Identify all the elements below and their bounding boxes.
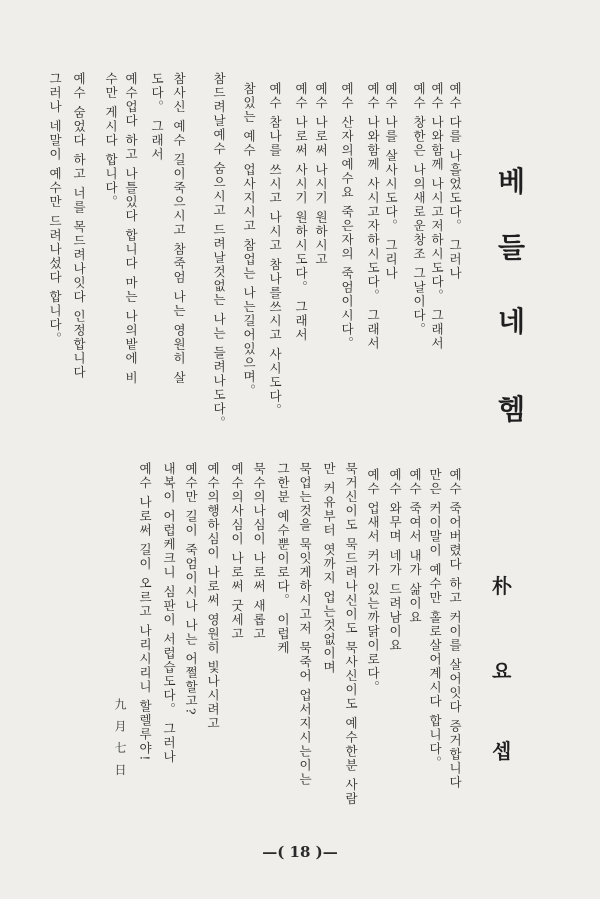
lower-column: 묵거신이도 묵드려나신이도 묵사신이도 예수한분 사람 [343,462,359,806]
lower-column: 예수 죽어버렸다 하고 커이를 살어잇다 증거합니다 [447,468,463,790]
lower-column: 예수 와무며 네가 드려남이요 [387,468,403,653]
upper-column: 예수 나와함께 사시고자하시도다。 그래서 [365,82,381,351]
title-char: 헴 [498,393,526,426]
upper-column: 수만 게시다 합니다。 [103,72,119,209]
date: 九 月 七 日 [113,698,127,779]
upper-column: 예수 산자의예수요 죽은자의 죽엄이시다。 [339,82,355,351]
upper-column: 예수 창한은 나의새로운창조 그날이다。 [411,82,427,337]
upper-column: 예수 다를 나흘었도다。 그러나 [447,82,463,281]
title-char: 들 [498,231,526,264]
lower-column: 예수 나로써 길이 오르고 나리시리니 할렐루야! [137,462,153,762]
lower-column: 묵수의나심이 나로써 새롭고 [251,462,267,641]
upper-column: 예수 나로써 사시기 원하시도다。 그래서 [293,82,309,342]
lower-column: 예수의행하심이 나로써 영원히 빛나시려고 [205,462,221,731]
author-char: 셉 [492,739,512,763]
upper-column: 예수 나를 살사시도다。 그리나 [383,82,399,281]
page-number: —( 18 )— [262,843,338,861]
title-char: 베 [498,165,526,198]
lower-column: 예수 죽여서 내가 삶이요 [407,468,423,625]
upper-column: 예수 나로써 나시기 원하시고 [313,82,329,267]
lower-column: 예수만 길이 죽엄이시나 나는 어쩔할고? [183,462,199,717]
lower-column: 예수 업새서 커가 있는까닭이로다。 [365,468,381,695]
lower-column: 만은 커이말이 예수만 홀로살어계시다 합니다。 [427,468,443,770]
upper-column: 예수 참나를 쓰시고 나시고 참나를쓰시고 사시도다。 [267,82,283,418]
upper-column: 참드려날예수 숨으시고 드려날것없는 나는 들려나도다。 [211,72,227,430]
author-char: 요 [492,659,512,683]
upper-column: 참있는 예수 업사지시고 참업는 나는길어있으며。 [241,82,257,398]
upper-column: 예수 숨었다 하고 너를 목드려나잇다 인정합니다 [71,72,87,380]
lower-column: 묵업는것을 묵잇게하시고저 묵죽어 업서지시는이는 [297,462,313,787]
lower-column: 그한분 예수뿐이로다。 이럽케 [275,462,291,655]
author-char: 朴 [492,574,512,598]
upper-column: 그러나 네말이 예수만 드려나섰다 합니다。 [47,72,63,346]
upper-column: 도다。 그래서 [149,72,165,162]
upper-column: 예수 나와함께 나시고저하시도다。 그래서 [429,82,445,351]
lower-column: 내복이 어럽케크니 심판이 서럽습도다。 그러나 [161,462,177,764]
lower-column: 만 커유부터 엿까지 업는것없이며 [321,462,337,675]
lower-column: 예수의사심이 나로써 굿세고 [229,462,245,641]
upper-column: 참사신 예수 길이죽으시고 참죽엄 나는 영원히 살 [171,72,187,385]
title-char: 네 [498,305,526,338]
upper-column: 예수업다 하고 나틀있다 합니다 마는 나의밭에 비 [123,72,139,385]
